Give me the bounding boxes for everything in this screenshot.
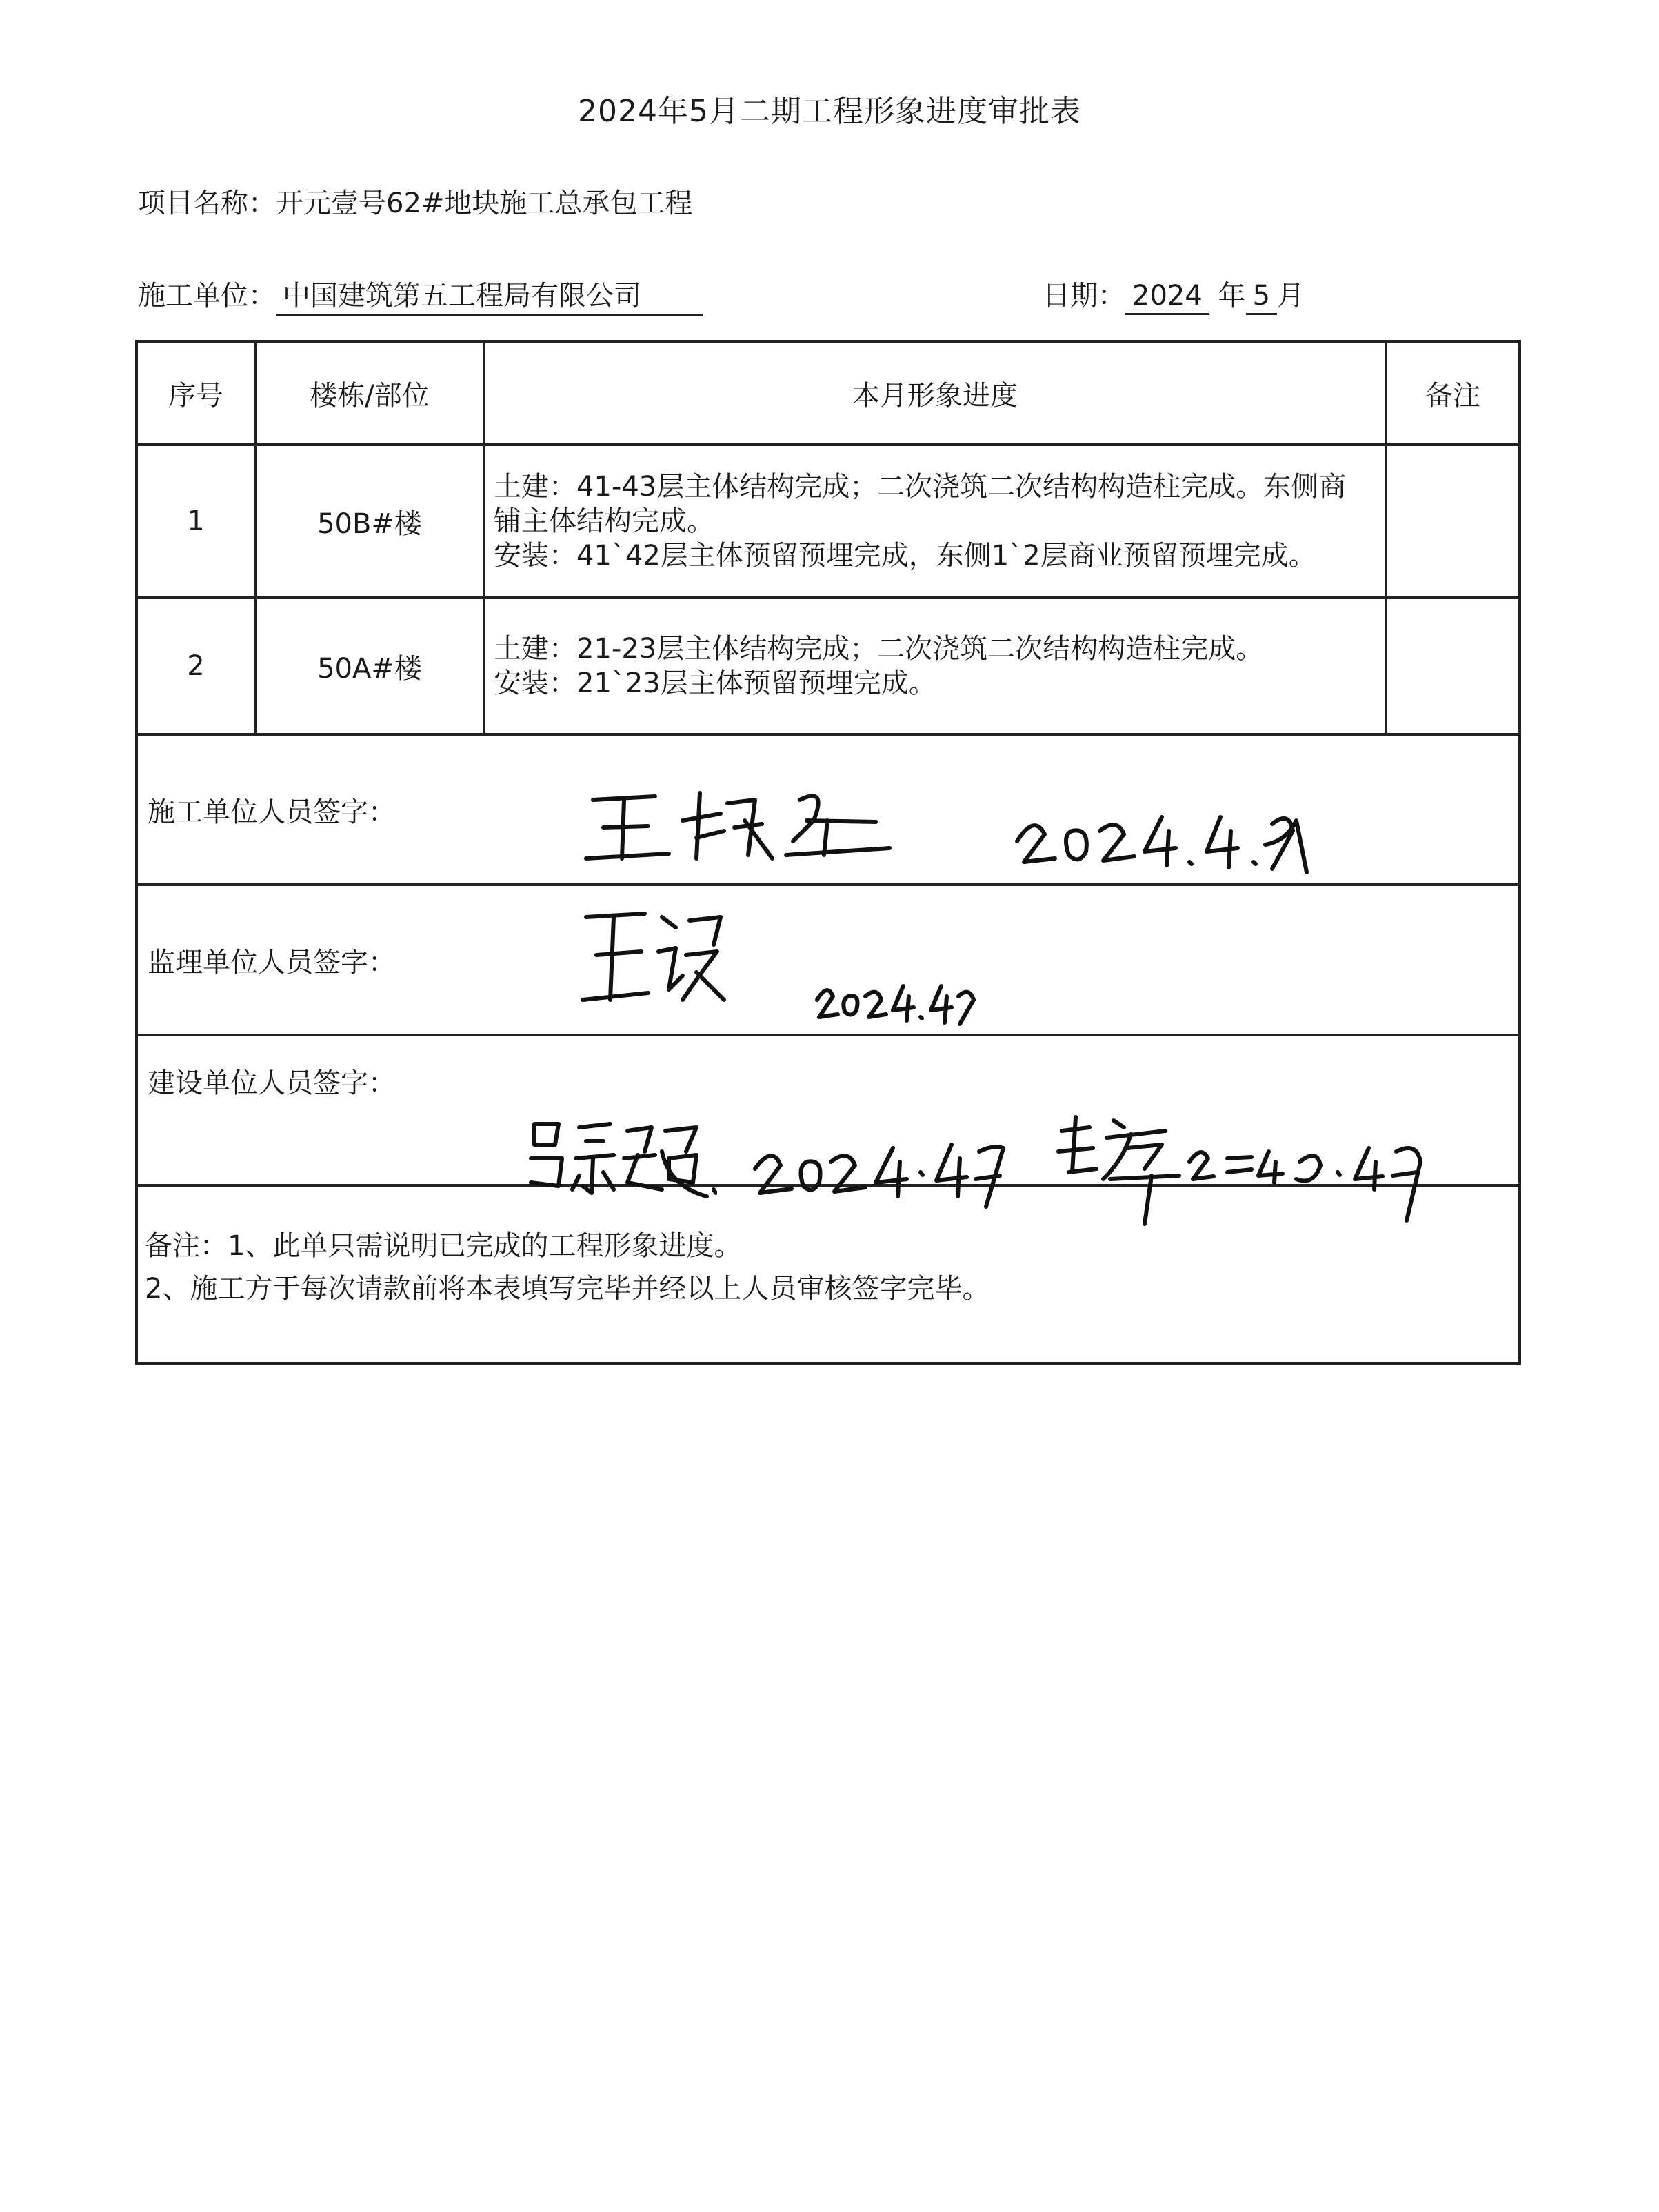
date-line	[1043, 274, 1305, 315]
date-label: 日期：	[1043, 280, 1125, 312]
row-seq: 2	[137, 598, 255, 734]
note-line-1: 备注：1、此单只需说明已完成的工程形象进度。	[145, 1230, 742, 1262]
progress-table	[135, 340, 1521, 1365]
contractor-signature-label: 施工单位人员签字：	[148, 796, 396, 828]
project-line	[138, 181, 692, 221]
contractor-label: 施工单位：	[138, 280, 276, 312]
date-year: 2024	[1125, 280, 1209, 315]
row-remark	[1386, 598, 1520, 734]
row-building: 50A#楼	[255, 598, 484, 734]
row-building: 50B#楼	[255, 445, 484, 598]
date-month: 5	[1246, 280, 1277, 315]
owner-signature-row	[137, 1035, 1520, 1185]
contractor-signature-row	[137, 734, 1520, 885]
supervisor-signature-cell	[137, 885, 1520, 1035]
date-month-unit: 月	[1276, 280, 1305, 312]
supervisor-signature-label: 监理单位人员签字：	[148, 946, 396, 978]
progress-line: 铺主体结构完成。	[494, 505, 714, 537]
table-header-row	[137, 341, 1520, 445]
header-seq: 序号	[137, 341, 255, 445]
notes-cell	[137, 1185, 1520, 1363]
header-remark: 备注	[1386, 341, 1520, 445]
progress-line: 安装：41`42层主体预留预埋完成，东侧1`2层商业预留预埋完成。	[494, 540, 1316, 572]
row-seq: 1	[137, 445, 255, 598]
notes-row	[137, 1185, 1520, 1363]
progress-line: 土建：41-43层主体结构完成；二次浇筑二次结构构造柱完成。东侧商	[494, 471, 1347, 503]
form-title: 2024年5月二期工程形象进度审批表	[578, 94, 1081, 129]
owner-signature-label: 建设单位人员签字：	[148, 1067, 396, 1099]
row-progress	[484, 598, 1386, 734]
project-label: 项目名称：	[138, 188, 276, 219]
progress-line: 土建：21-23层主体结构完成；二次浇筑二次结构构造柱完成。	[494, 633, 1264, 665]
progress-line: 安装：21`23层主体预留预埋完成。	[494, 667, 936, 699]
date-year-unit: 年	[1218, 280, 1246, 312]
header-progress: 本月形象进度	[484, 341, 1386, 445]
supervisor-signature-row	[137, 885, 1520, 1035]
table-row	[137, 598, 1520, 734]
row-remark	[1386, 445, 1520, 598]
header-building: 楼栋/部位	[255, 341, 484, 445]
owner-signature-cell	[137, 1035, 1520, 1185]
project-name: 开元壹号62#地块施工总承包工程	[276, 188, 693, 219]
note-line-2: 2、施工方于每次请款前将本表填写完毕并经以上人员审核签字完毕。	[145, 1273, 990, 1305]
contractor-line	[138, 274, 703, 316]
table-row	[137, 445, 1520, 598]
contractor-signature-cell	[137, 734, 1520, 885]
contractor-name: 中国建筑第五工程局有限公司	[276, 274, 703, 316]
row-progress	[484, 445, 1386, 598]
